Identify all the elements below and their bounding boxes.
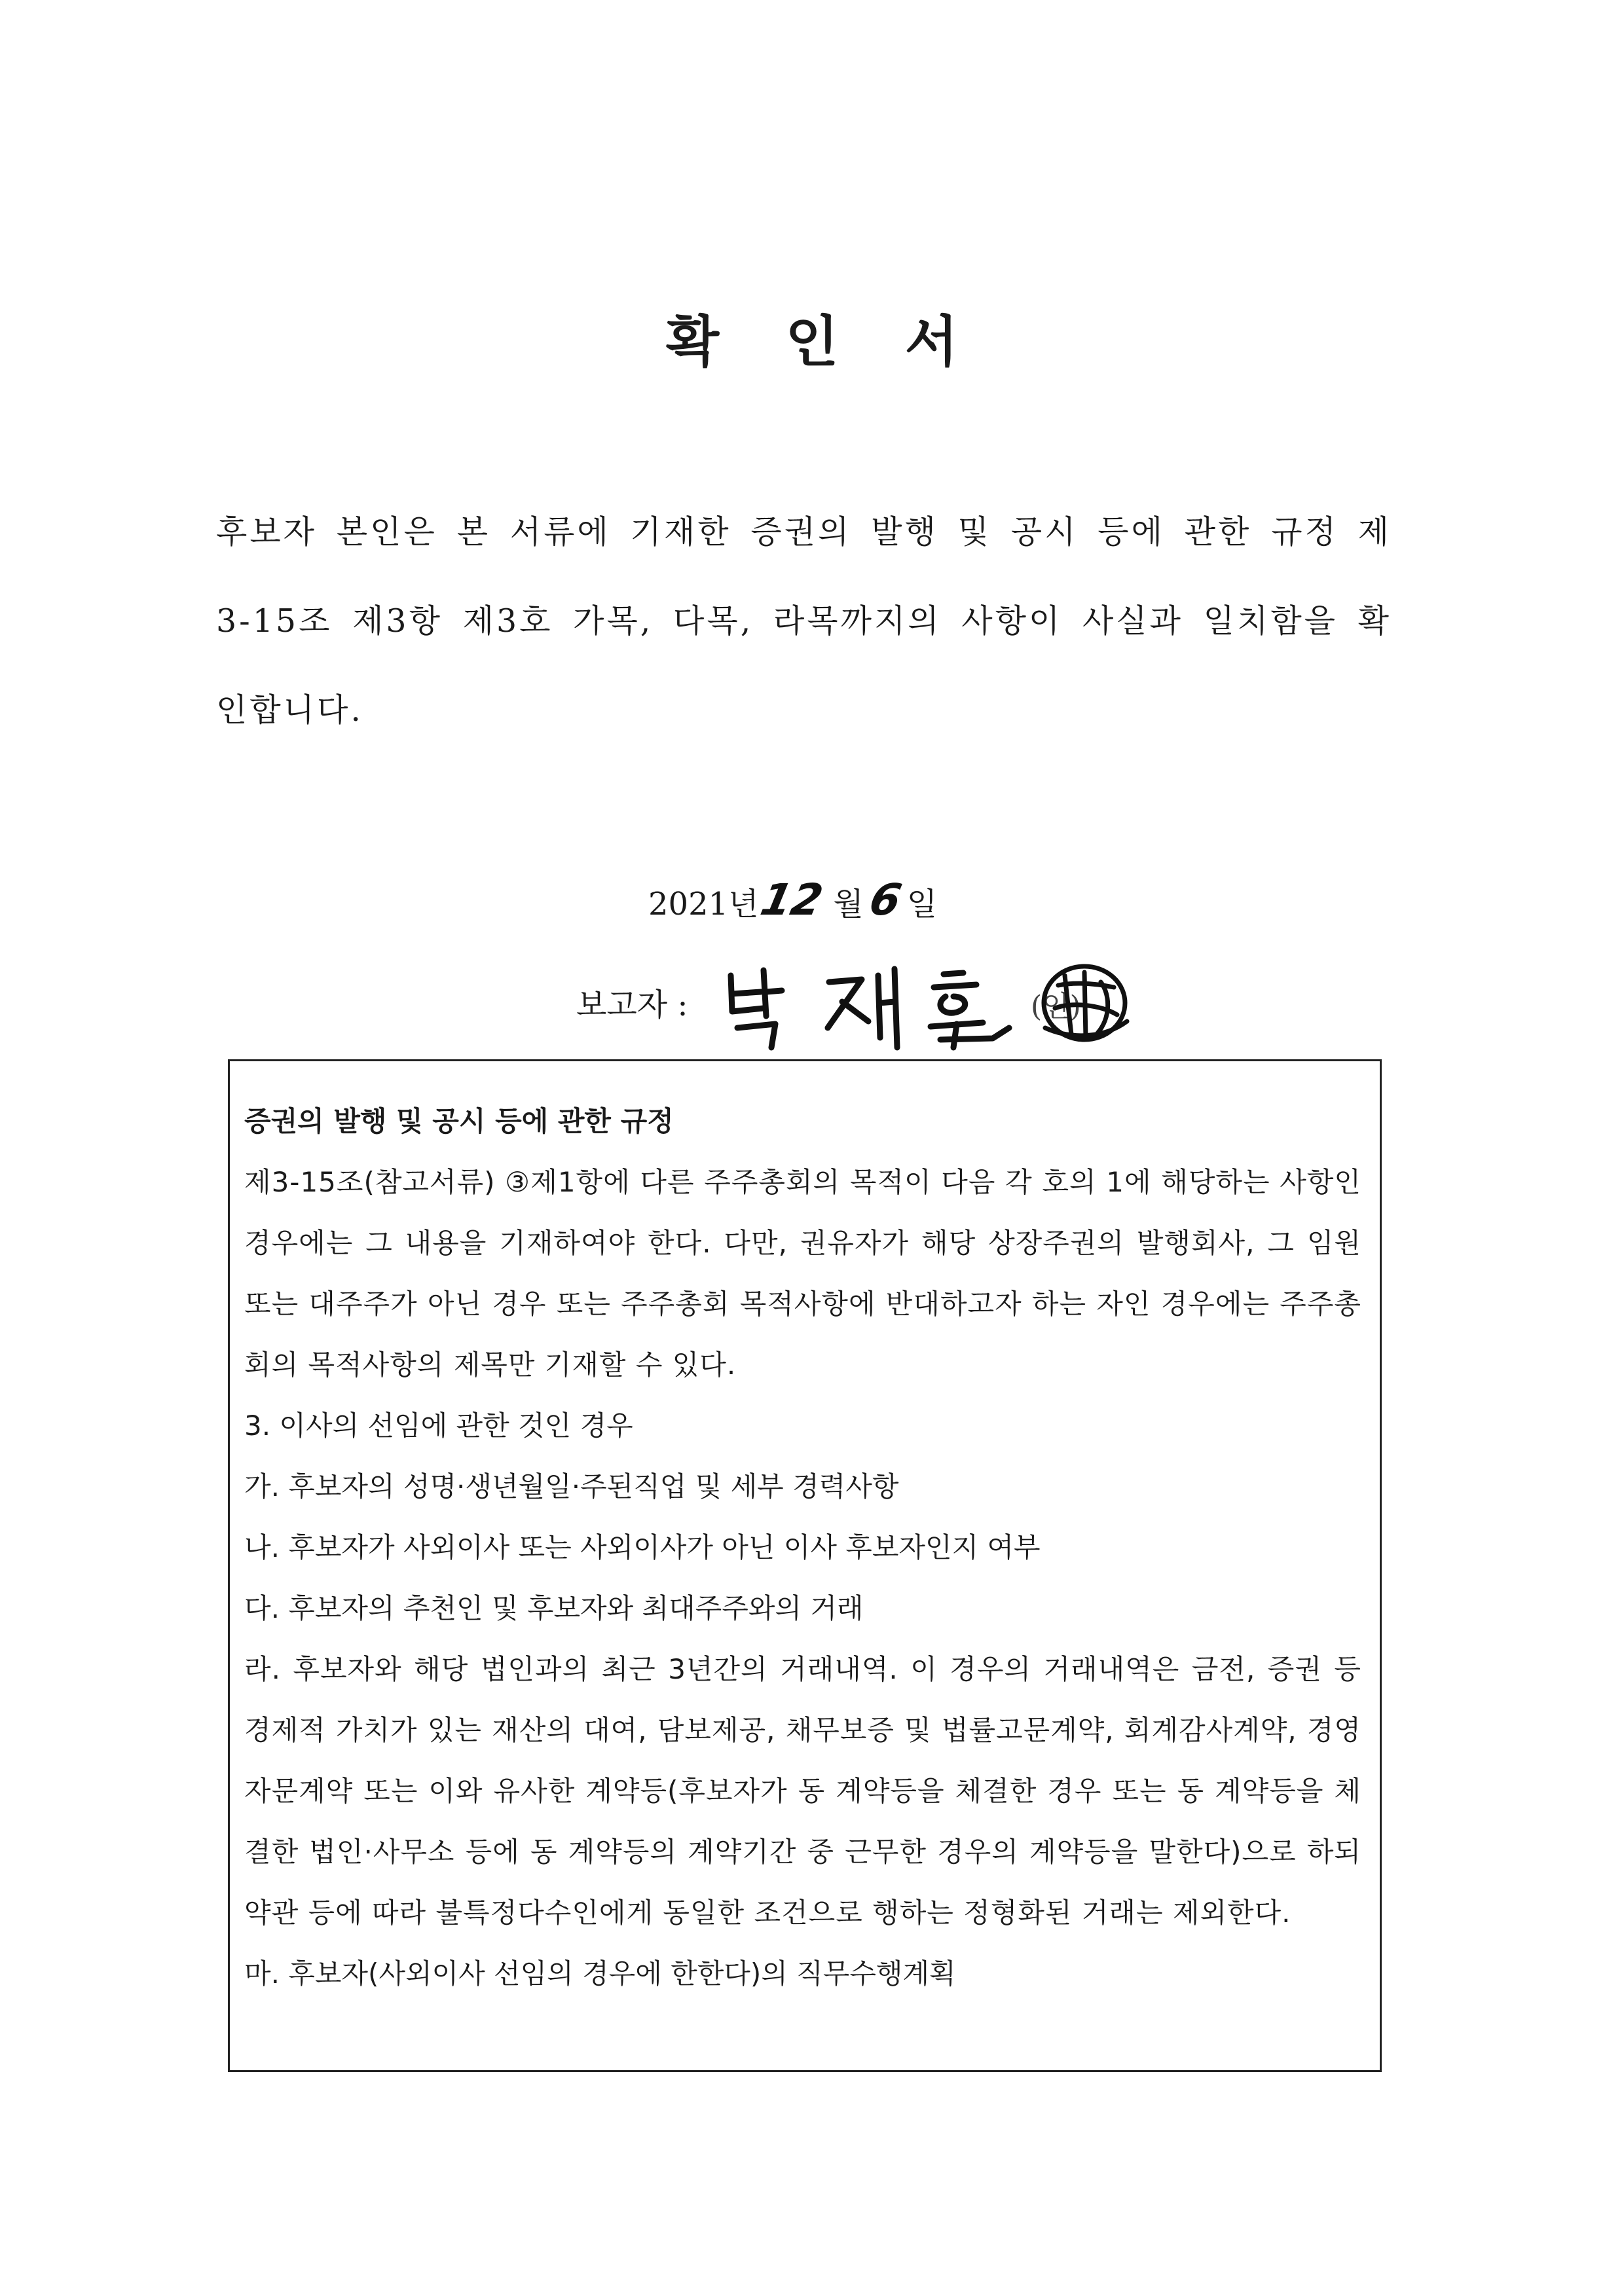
date-month-label: 월	[833, 886, 864, 922]
date-day-label: 일	[906, 886, 938, 922]
date-month-handwritten: 12	[756, 875, 827, 925]
regulation-item: 3. 이사의 선임에 관한 것인 경우	[244, 1410, 633, 1442]
date-year: 2021년	[648, 886, 759, 922]
regulation-excerpt-box	[228, 1059, 1382, 2072]
regulation-item: 가. 후보자의 성명·생년월일·주된직업 및 세부 경력사항	[244, 1470, 899, 1503]
reporter-line	[576, 956, 1166, 1054]
date-day-handwritten: 6	[864, 875, 906, 925]
reporter-label: 보고자 :	[576, 987, 688, 1023]
regulation-item: 나. 후보자가 사외이사 또는 사외이사가 아닌 이사 후보자인지 여부	[244, 1531, 1041, 1563]
handwritten-signature-with-seal	[718, 956, 1163, 1054]
regulation-article: 제3-15조(참고서류) ③제1항에 다른 주주총회의 목적이 다음 각 호의 1에 해당하는 사항인 경우에는 그 내용을 기재하여야 한다. 다만, 권유자가 해당 상장주권의 발행회사, 그 임원 또는 대주주가 아닌 경우 또는 주주총회 목적사항에 반대하고자 하는 자인 경우에는 주주총회의 목적사항의 제목만 기재할 수 있다.	[244, 1166, 1361, 1381]
confirmation-statement: 후보자 본인은 본 서류에 기재한 증권의 발행 및 공시 등에 관한 규정 제3-15조 제3항 제3호 가목, 다목, 라목까지의 사항이 사실과 일치함을 확인합니다.	[216, 513, 1392, 729]
regulation-heading: 증권의 발행 및 공시 등에 관한 규정	[244, 1105, 674, 1137]
document-title: 확 인 서	[666, 309, 982, 374]
seal-label: (인)	[1030, 990, 1081, 1023]
date-line	[648, 874, 1107, 930]
regulation-item: 다. 후보자의 추천인 및 후보자와 최대주주와의 거래	[244, 1592, 864, 1624]
regulation-item: 라. 후보자와 해당 법인과의 최근 3년간의 거래내역. 이 경우의 거래내역은 금전, 증권 등 경제적 가치가 있는 재산의 대여, 담보제공, 채무보증 및 법률고문계약, 회계감사계약, 경영자문계약 또는 이와 유사한 계약등(후보자가 동 계약등을 체결한 경우 또는 동 계약등을 체결한 법인·사무소 등에 동 계약등의 계약기간 중 근무한 경우의 계약등을 말한다)으로 하되 약관 등에 따라 불특정다수인에게 동일한 조건으로 행하는 정형화된 거래는 제외한다.	[244, 1653, 1361, 1929]
regulation-item: 마. 후보자(사외이사 선임의 경우에 한한다)의 직무수행계획	[244, 1958, 956, 1990]
